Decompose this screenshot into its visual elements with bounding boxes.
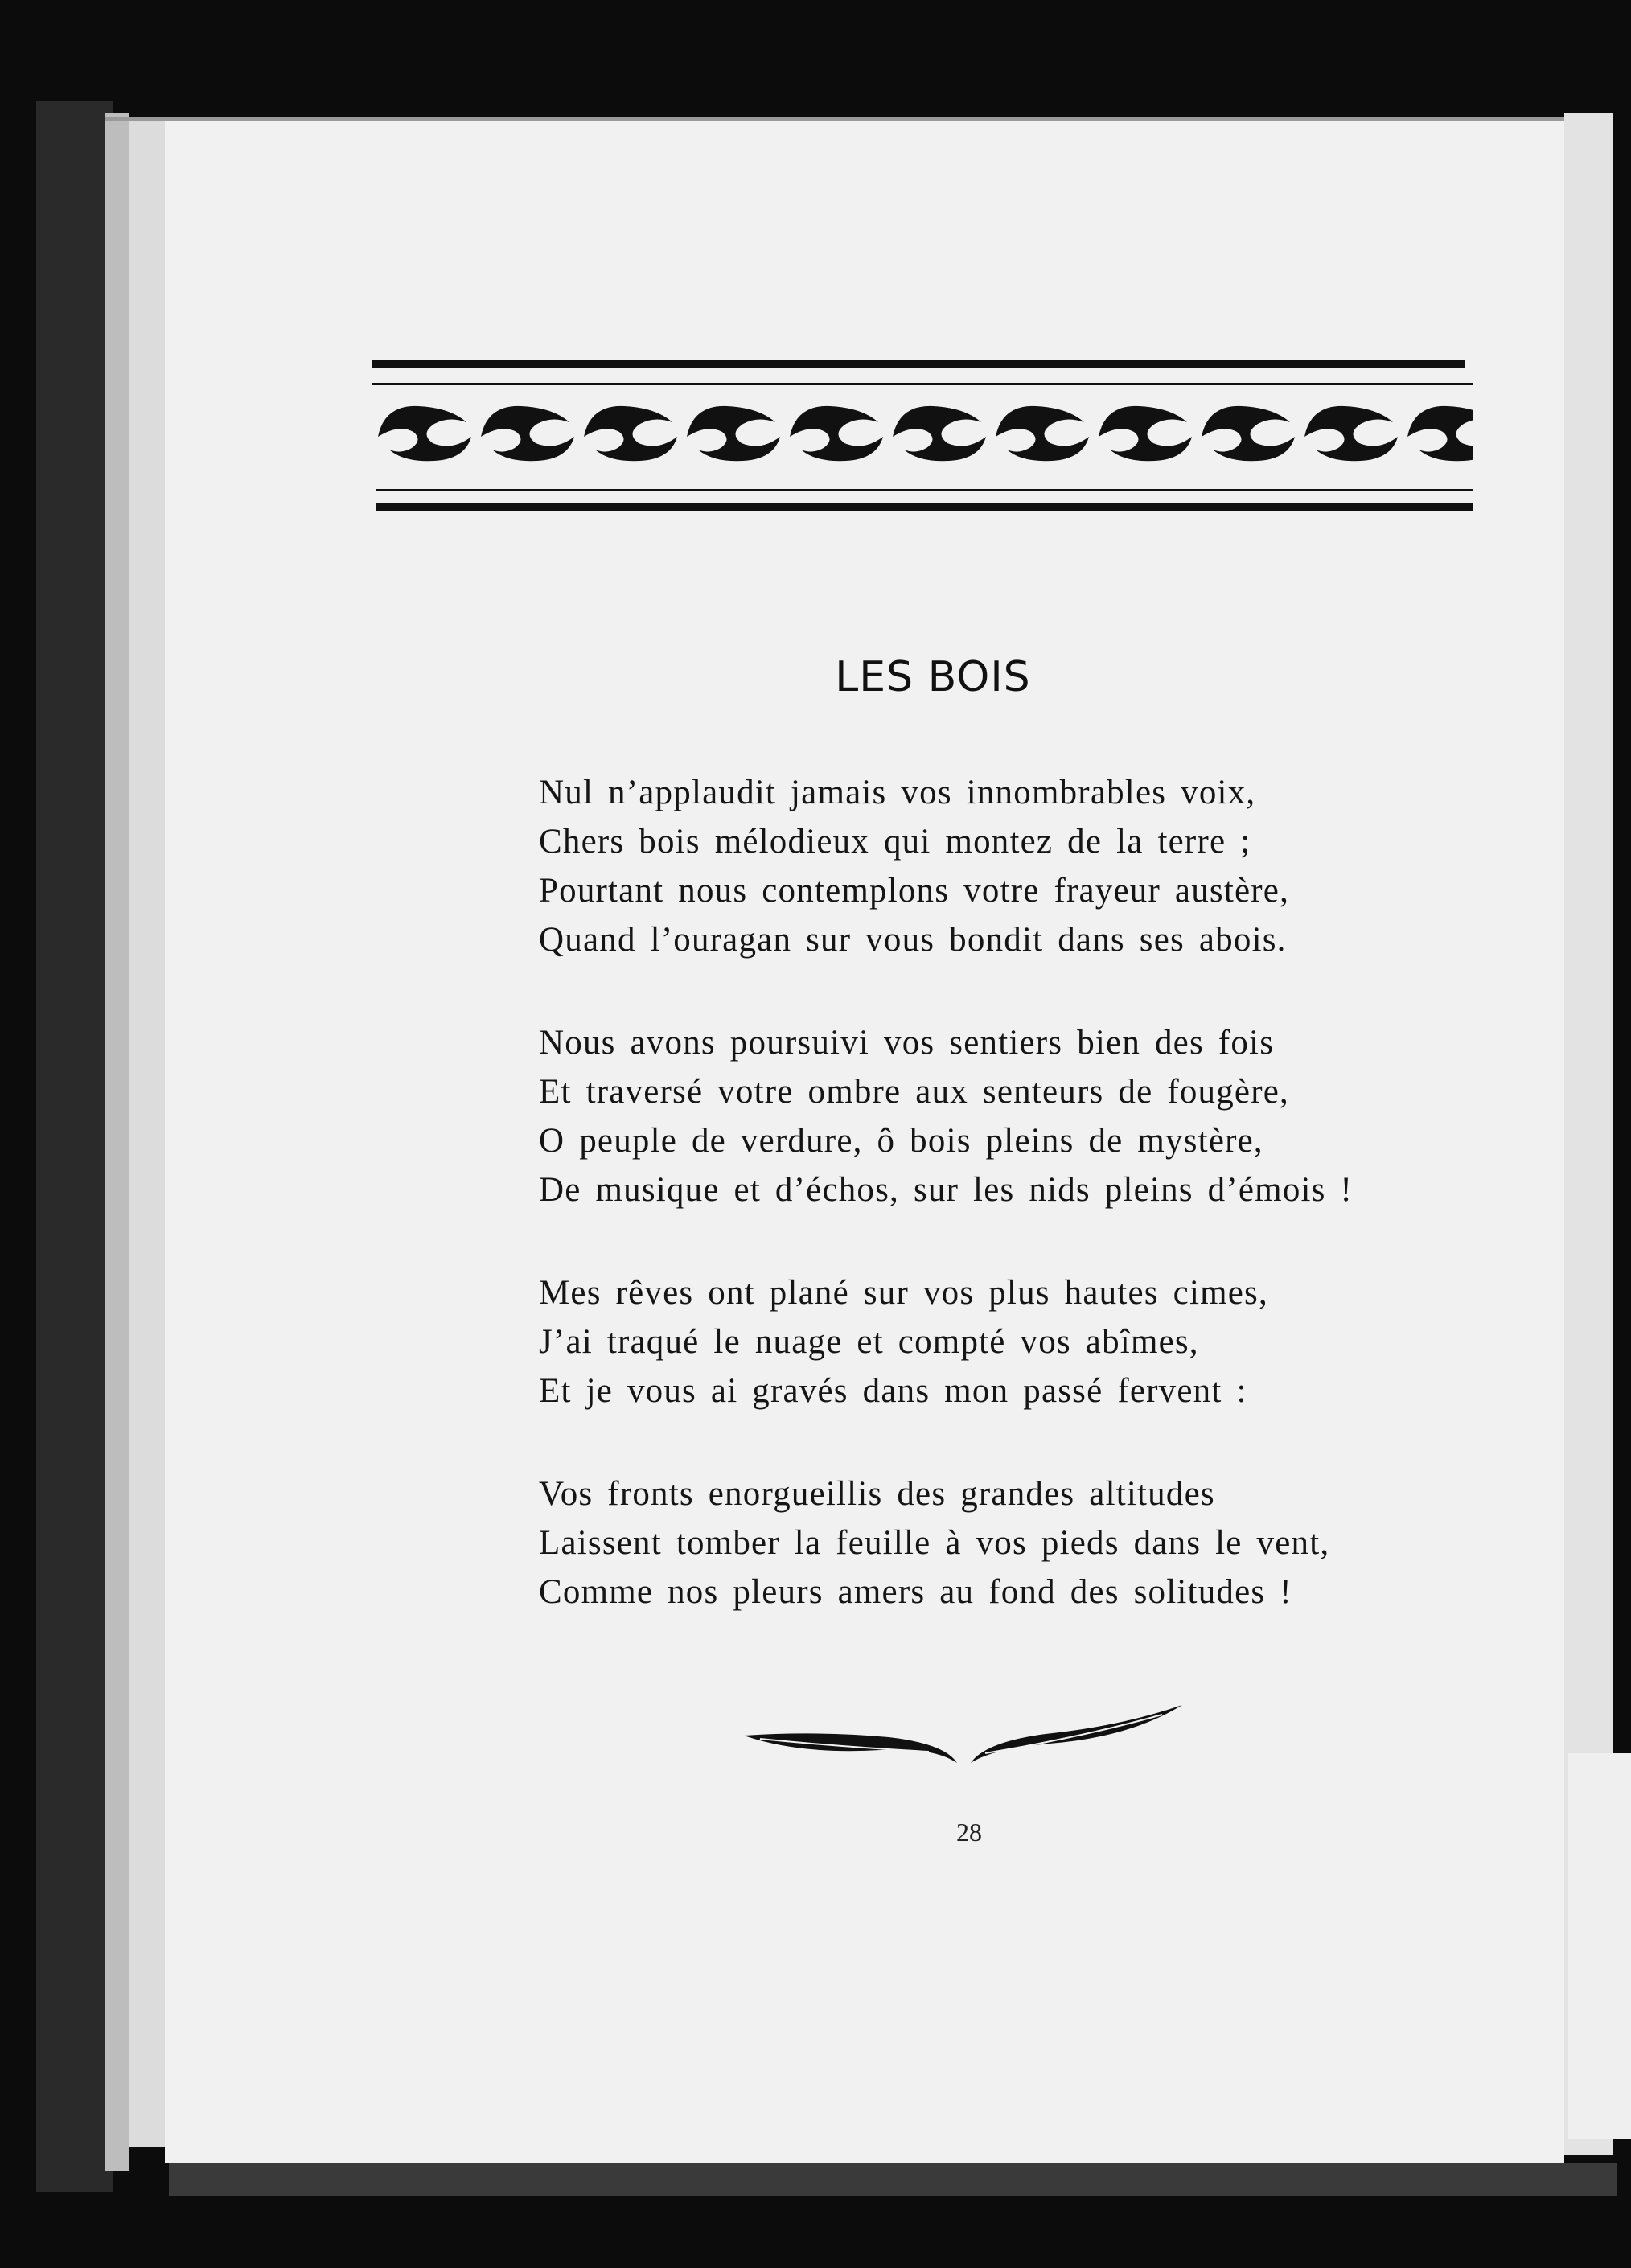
poem-line: Mes rêves ont plané sur vos plus hautes cimes, bbox=[539, 1274, 1268, 1312]
header-ornament-icon bbox=[372, 360, 1473, 515]
poem-line: Vos fronts enorgueillis des grandes altitudes bbox=[539, 1475, 1215, 1513]
stanza-1 bbox=[539, 768, 1504, 964]
page-number: 28 bbox=[956, 1818, 982, 1847]
bottom-shadow bbox=[169, 2163, 1617, 2196]
stanza-4 bbox=[539, 1469, 1504, 1617]
binding-edge bbox=[105, 113, 129, 2171]
poem-line: Et je vous ai gravés dans mon passé fervent : bbox=[539, 1372, 1247, 1410]
poem-line: Et traversé votre ombre aux senteurs de fougère, bbox=[539, 1073, 1289, 1111]
poem-line: Nous avons poursuivi vos sentiers bien des fois bbox=[539, 1024, 1275, 1062]
poem-line: O peuple de verdure, ô bois pleins de mystère, bbox=[539, 1122, 1263, 1160]
poem-title: LES BOIS bbox=[835, 653, 1031, 701]
poem-body bbox=[539, 768, 1504, 1670]
stanza-2 bbox=[539, 1018, 1504, 1214]
poem-line: De musique et d’échos, sur les nids pleins d’émois ! bbox=[539, 1171, 1354, 1209]
poem-line: J’ai traqué le nuage et compté vos abîmes, bbox=[539, 1323, 1199, 1361]
poem-line: Chers bois mélodieux qui montez de la terre ; bbox=[539, 823, 1251, 861]
torn-page-corner bbox=[1568, 1753, 1631, 2139]
footer-ornament-icon bbox=[744, 1705, 1182, 1769]
stanza-3 bbox=[539, 1268, 1504, 1415]
poem-line: Nul n’applaudit jamais vos innombrables voix, bbox=[539, 774, 1256, 811]
poem-line: Quand l’ouragan sur vous bondit dans ses abois. bbox=[539, 921, 1287, 959]
book-spine bbox=[36, 101, 113, 2192]
poem-line: Comme nos pleurs amers au fond des solitudes ! bbox=[539, 1573, 1292, 1611]
poem-line: Laissent tomber la feuille à vos pieds dans le vent, bbox=[539, 1524, 1330, 1562]
poem-line: Pourtant nous contemplons votre frayeur austère, bbox=[539, 872, 1290, 910]
